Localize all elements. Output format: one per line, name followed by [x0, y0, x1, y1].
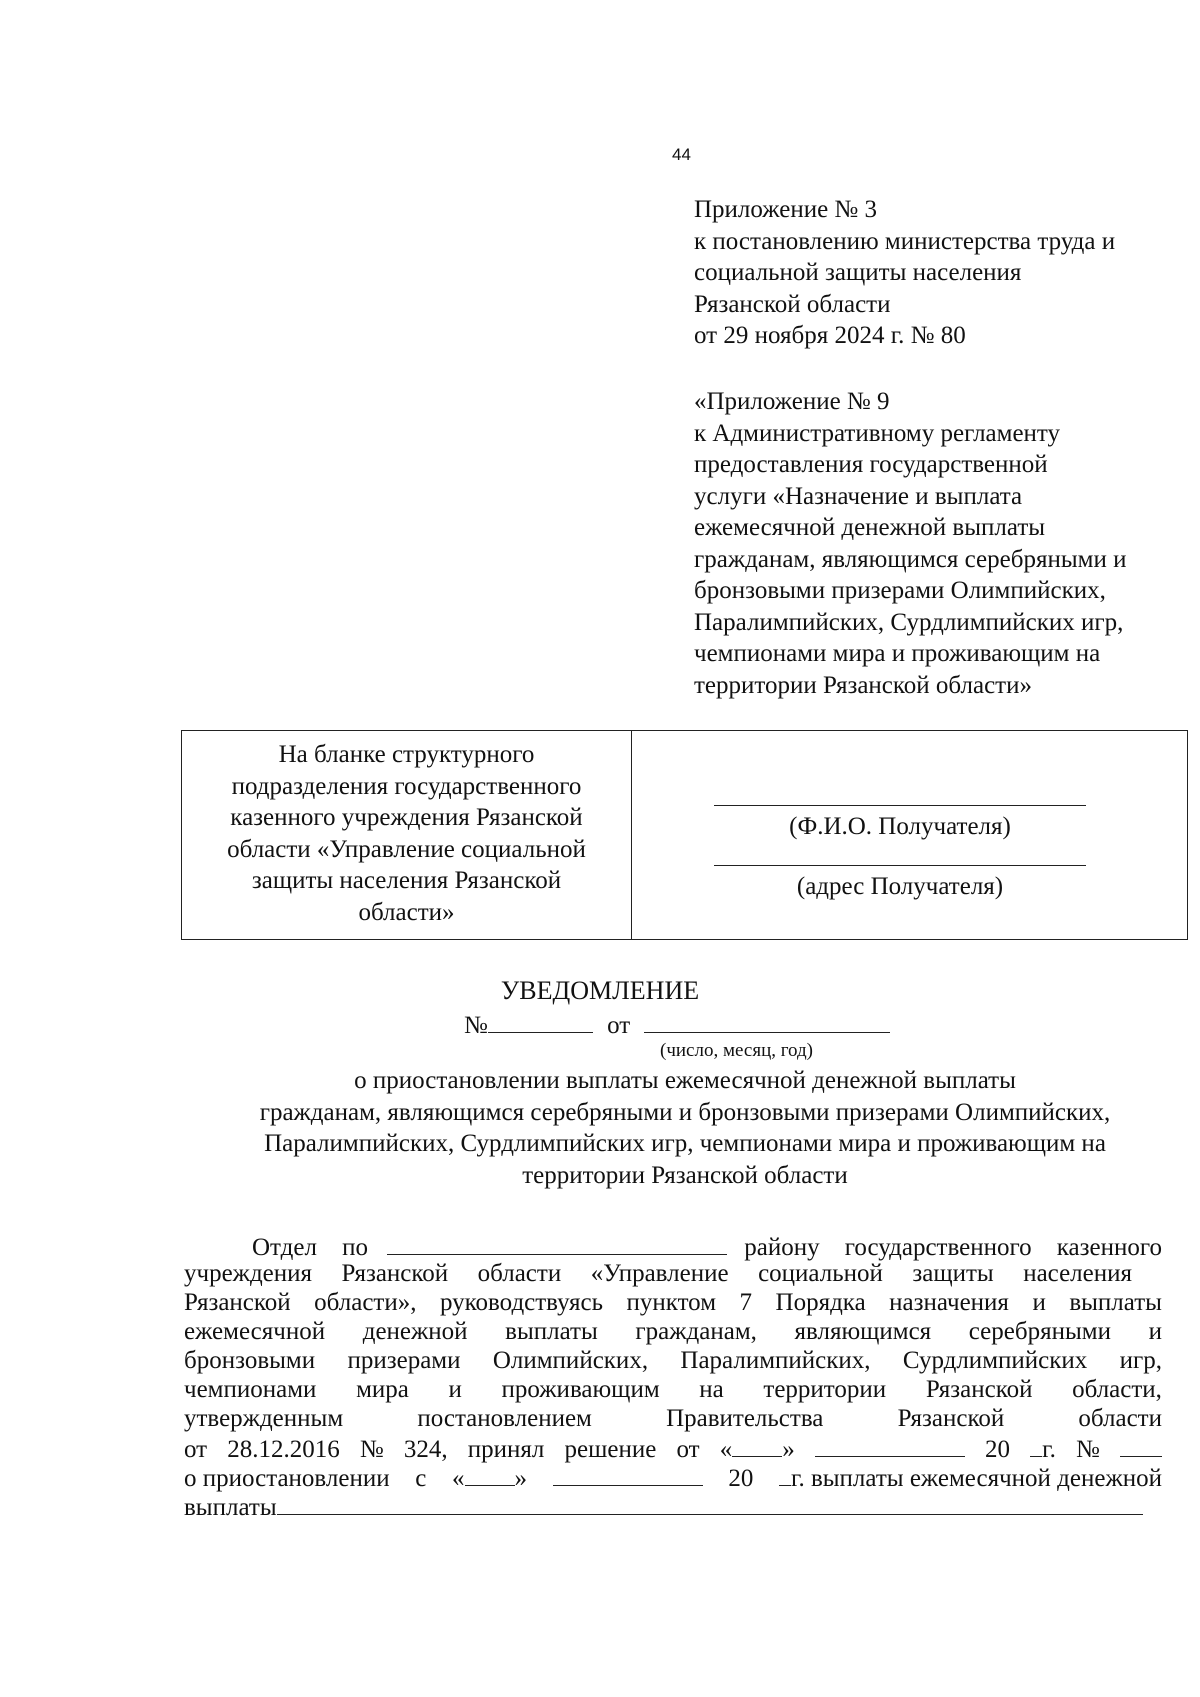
body-word: проживающим	[501, 1376, 660, 1403]
body-line-9	[184, 1463, 1162, 1493]
letterhead-line: защиты населения Рязанской	[251, 867, 562, 894]
body-word: руководствуясь	[439, 1289, 604, 1316]
body-word: 7	[739, 1289, 753, 1316]
regulation-line: «Приложение № 9	[694, 388, 890, 415]
body-word: выплаты	[184, 1494, 277, 1521]
page-number: 44	[672, 145, 691, 164]
regulation-line: услуги «Назначение и выплата	[694, 482, 1023, 510]
letterhead-left-cell	[182, 731, 632, 939]
subject-line: территории Рязанской области	[522, 1161, 848, 1189]
body-line-2	[184, 1260, 1132, 1288]
date-label: от	[607, 1012, 631, 1039]
body-word: области	[1078, 1405, 1162, 1432]
body-word: утвержденным	[184, 1405, 344, 1432]
body-line-4	[184, 1318, 1162, 1346]
body-word: №	[1075, 1436, 1100, 1463]
suspension-month-blank[interactable]	[553, 1463, 703, 1486]
decision-month-blank[interactable]	[815, 1434, 965, 1457]
body-word: «	[719, 1436, 733, 1463]
body-line-3	[184, 1289, 1162, 1317]
suspension-day-blank[interactable]	[465, 1463, 515, 1486]
regulation-line: территории Рязанской области»	[694, 671, 1032, 699]
decision-number-blank[interactable]	[1120, 1434, 1162, 1457]
date-hint: (число, месяц, год)	[660, 1040, 814, 1061]
subject-line: Паралимпийских, Сурдлимпийских игр, чемпионами мира и проживающим на	[264, 1130, 1106, 1157]
body-word: области	[477, 1260, 562, 1287]
district-blank[interactable]	[387, 1232, 727, 1255]
regulation-header	[694, 386, 1164, 701]
body-word: 324,	[403, 1436, 448, 1463]
body-word: г.	[1042, 1436, 1056, 1463]
body-word: денежной	[362, 1318, 468, 1345]
body-word: социальной	[758, 1260, 883, 1287]
regulation-line: бронзовыми призерами Олимпийских,	[694, 577, 1106, 604]
body-word: »	[782, 1436, 795, 1463]
body-line-5	[184, 1347, 1162, 1375]
body-word: Рязанской	[897, 1405, 1005, 1432]
body-line-1	[252, 1232, 1162, 1262]
appendix-line: Приложение № 3	[694, 196, 878, 223]
body-word: постановлением	[417, 1405, 592, 1432]
letterhead-line: казенного учреждения Рязанской	[230, 804, 583, 831]
regulation-line: предоставления государственной	[694, 451, 1048, 478]
appendix-line: Рязанской области	[694, 290, 891, 318]
body-word: территории	[763, 1376, 887, 1403]
appendix-line: от 29 ноября 2024 г. № 80	[694, 322, 966, 349]
body-word: мира	[356, 1376, 409, 1403]
body-word: по	[342, 1234, 368, 1261]
body-word: пунктом	[626, 1289, 717, 1316]
number-label: №	[464, 1012, 488, 1039]
body-word: учреждения	[184, 1260, 313, 1287]
body-word: 20	[728, 1465, 754, 1492]
body-word: о приостановлении	[184, 1465, 390, 1492]
body-word: и	[448, 1376, 462, 1403]
body-word: игр,	[1119, 1347, 1162, 1374]
body-word: выплаты	[1069, 1289, 1162, 1316]
appendix-line: социальной защиты населения	[694, 259, 1022, 286]
body-word: принял	[467, 1436, 545, 1463]
subject-line: о приостановлении выплаты ежемесячной денежной выплаты	[354, 1067, 1016, 1094]
notice-title: УВЕДОМЛЕНИЕ	[500, 976, 700, 1005]
notice-subject	[180, 1065, 1190, 1191]
letterhead-line: подразделения государственного	[231, 772, 582, 800]
body-word: «	[452, 1465, 465, 1492]
body-word: и	[1148, 1318, 1162, 1345]
body-word: с	[415, 1465, 427, 1492]
body-word: области»,	[314, 1289, 417, 1316]
body-word: области,	[1072, 1376, 1162, 1403]
body-word: гражданам,	[635, 1318, 757, 1345]
body-word: решение	[564, 1436, 657, 1463]
regulation-line: к Административному регламенту	[694, 419, 1061, 447]
body-word: казенного	[1056, 1234, 1162, 1261]
appendix-line: к постановлению министерства труда и	[694, 227, 1116, 255]
body-word: от	[676, 1436, 700, 1463]
body-line-10	[184, 1492, 1162, 1522]
body-word: Сурдлимпийских	[902, 1347, 1088, 1374]
notice-date-blank[interactable]	[644, 1010, 890, 1033]
regulation-line: ежемесячной денежной выплаты	[694, 514, 1046, 541]
body-line-7	[184, 1405, 1162, 1433]
appendix-header	[694, 194, 1164, 352]
body-word: призерами	[347, 1347, 461, 1374]
payment-blank[interactable]	[277, 1492, 1143, 1515]
body-line-6	[184, 1376, 1162, 1404]
body-word: 20	[985, 1436, 1011, 1463]
body-line-8	[184, 1434, 1162, 1464]
body-word: г. выплаты ежемесячной денежной	[791, 1465, 1162, 1492]
body-word: на	[699, 1376, 724, 1403]
regulation-line: гражданам, являющимся серебряными и	[694, 545, 1127, 573]
body-word: Рязанской	[341, 1260, 449, 1287]
body-word: Рязанской	[184, 1289, 291, 1316]
decision-year-blank[interactable]	[1030, 1434, 1042, 1457]
recipient-name-caption: (Ф.И.О. Получателя)	[789, 813, 1011, 840]
recipient-address-caption: (адрес Получателя)	[796, 873, 1004, 900]
body-word: 28.12.2016	[227, 1436, 340, 1463]
regulation-line: чемпионами мира и проживающим на	[694, 640, 1101, 667]
body-word: ежемесячной	[184, 1318, 326, 1345]
body-word: выплаты	[505, 1318, 598, 1345]
body-word: и	[1032, 1289, 1046, 1316]
body-word: являющимся	[794, 1318, 932, 1345]
body-word: чемпионами	[184, 1376, 317, 1403]
body-word: бронзовыми	[184, 1347, 316, 1374]
letterhead-line: На бланке структурного	[278, 741, 535, 768]
notice-number-line	[464, 1010, 890, 1040]
body-word: государственного	[844, 1234, 1032, 1261]
body-word: серебряными	[968, 1318, 1111, 1345]
body-word: Олимпийских,	[492, 1347, 649, 1374]
body-word: «Управление	[590, 1260, 729, 1287]
decision-day-blank[interactable]	[732, 1434, 782, 1457]
body-word: защиты	[912, 1260, 994, 1287]
body-word: Правительства	[666, 1405, 824, 1432]
body-word: назначения	[889, 1289, 1009, 1316]
body-word: Отдел	[252, 1234, 317, 1261]
body-word: Паралимпийских,	[680, 1347, 871, 1374]
regulation-line: Паралимпийских, Сурдлимпийских игр,	[694, 608, 1124, 636]
body-word: №	[359, 1436, 384, 1463]
body-word: от	[184, 1436, 208, 1463]
notice-number-blank[interactable]	[488, 1010, 593, 1033]
body-word: населения	[1023, 1260, 1132, 1287]
letterhead-right-cell	[632, 731, 1187, 939]
body-word: району	[744, 1234, 820, 1261]
suspension-year-blank[interactable]	[779, 1463, 791, 1486]
letterhead-line: области «Управление социальной	[227, 835, 586, 863]
letterhead-line: области»	[358, 898, 455, 926]
body-word: Рязанской	[925, 1376, 1033, 1403]
subject-line: гражданам, являющимся серебряными и бронзовыми призерами Олимпийских,	[259, 1098, 1111, 1126]
recipient-name-blank[interactable]	[714, 805, 1086, 806]
letterhead-table	[181, 730, 1188, 940]
body-word: Порядка	[775, 1289, 866, 1316]
recipient-address-blank[interactable]	[714, 865, 1086, 866]
body-word: »	[514, 1465, 528, 1492]
